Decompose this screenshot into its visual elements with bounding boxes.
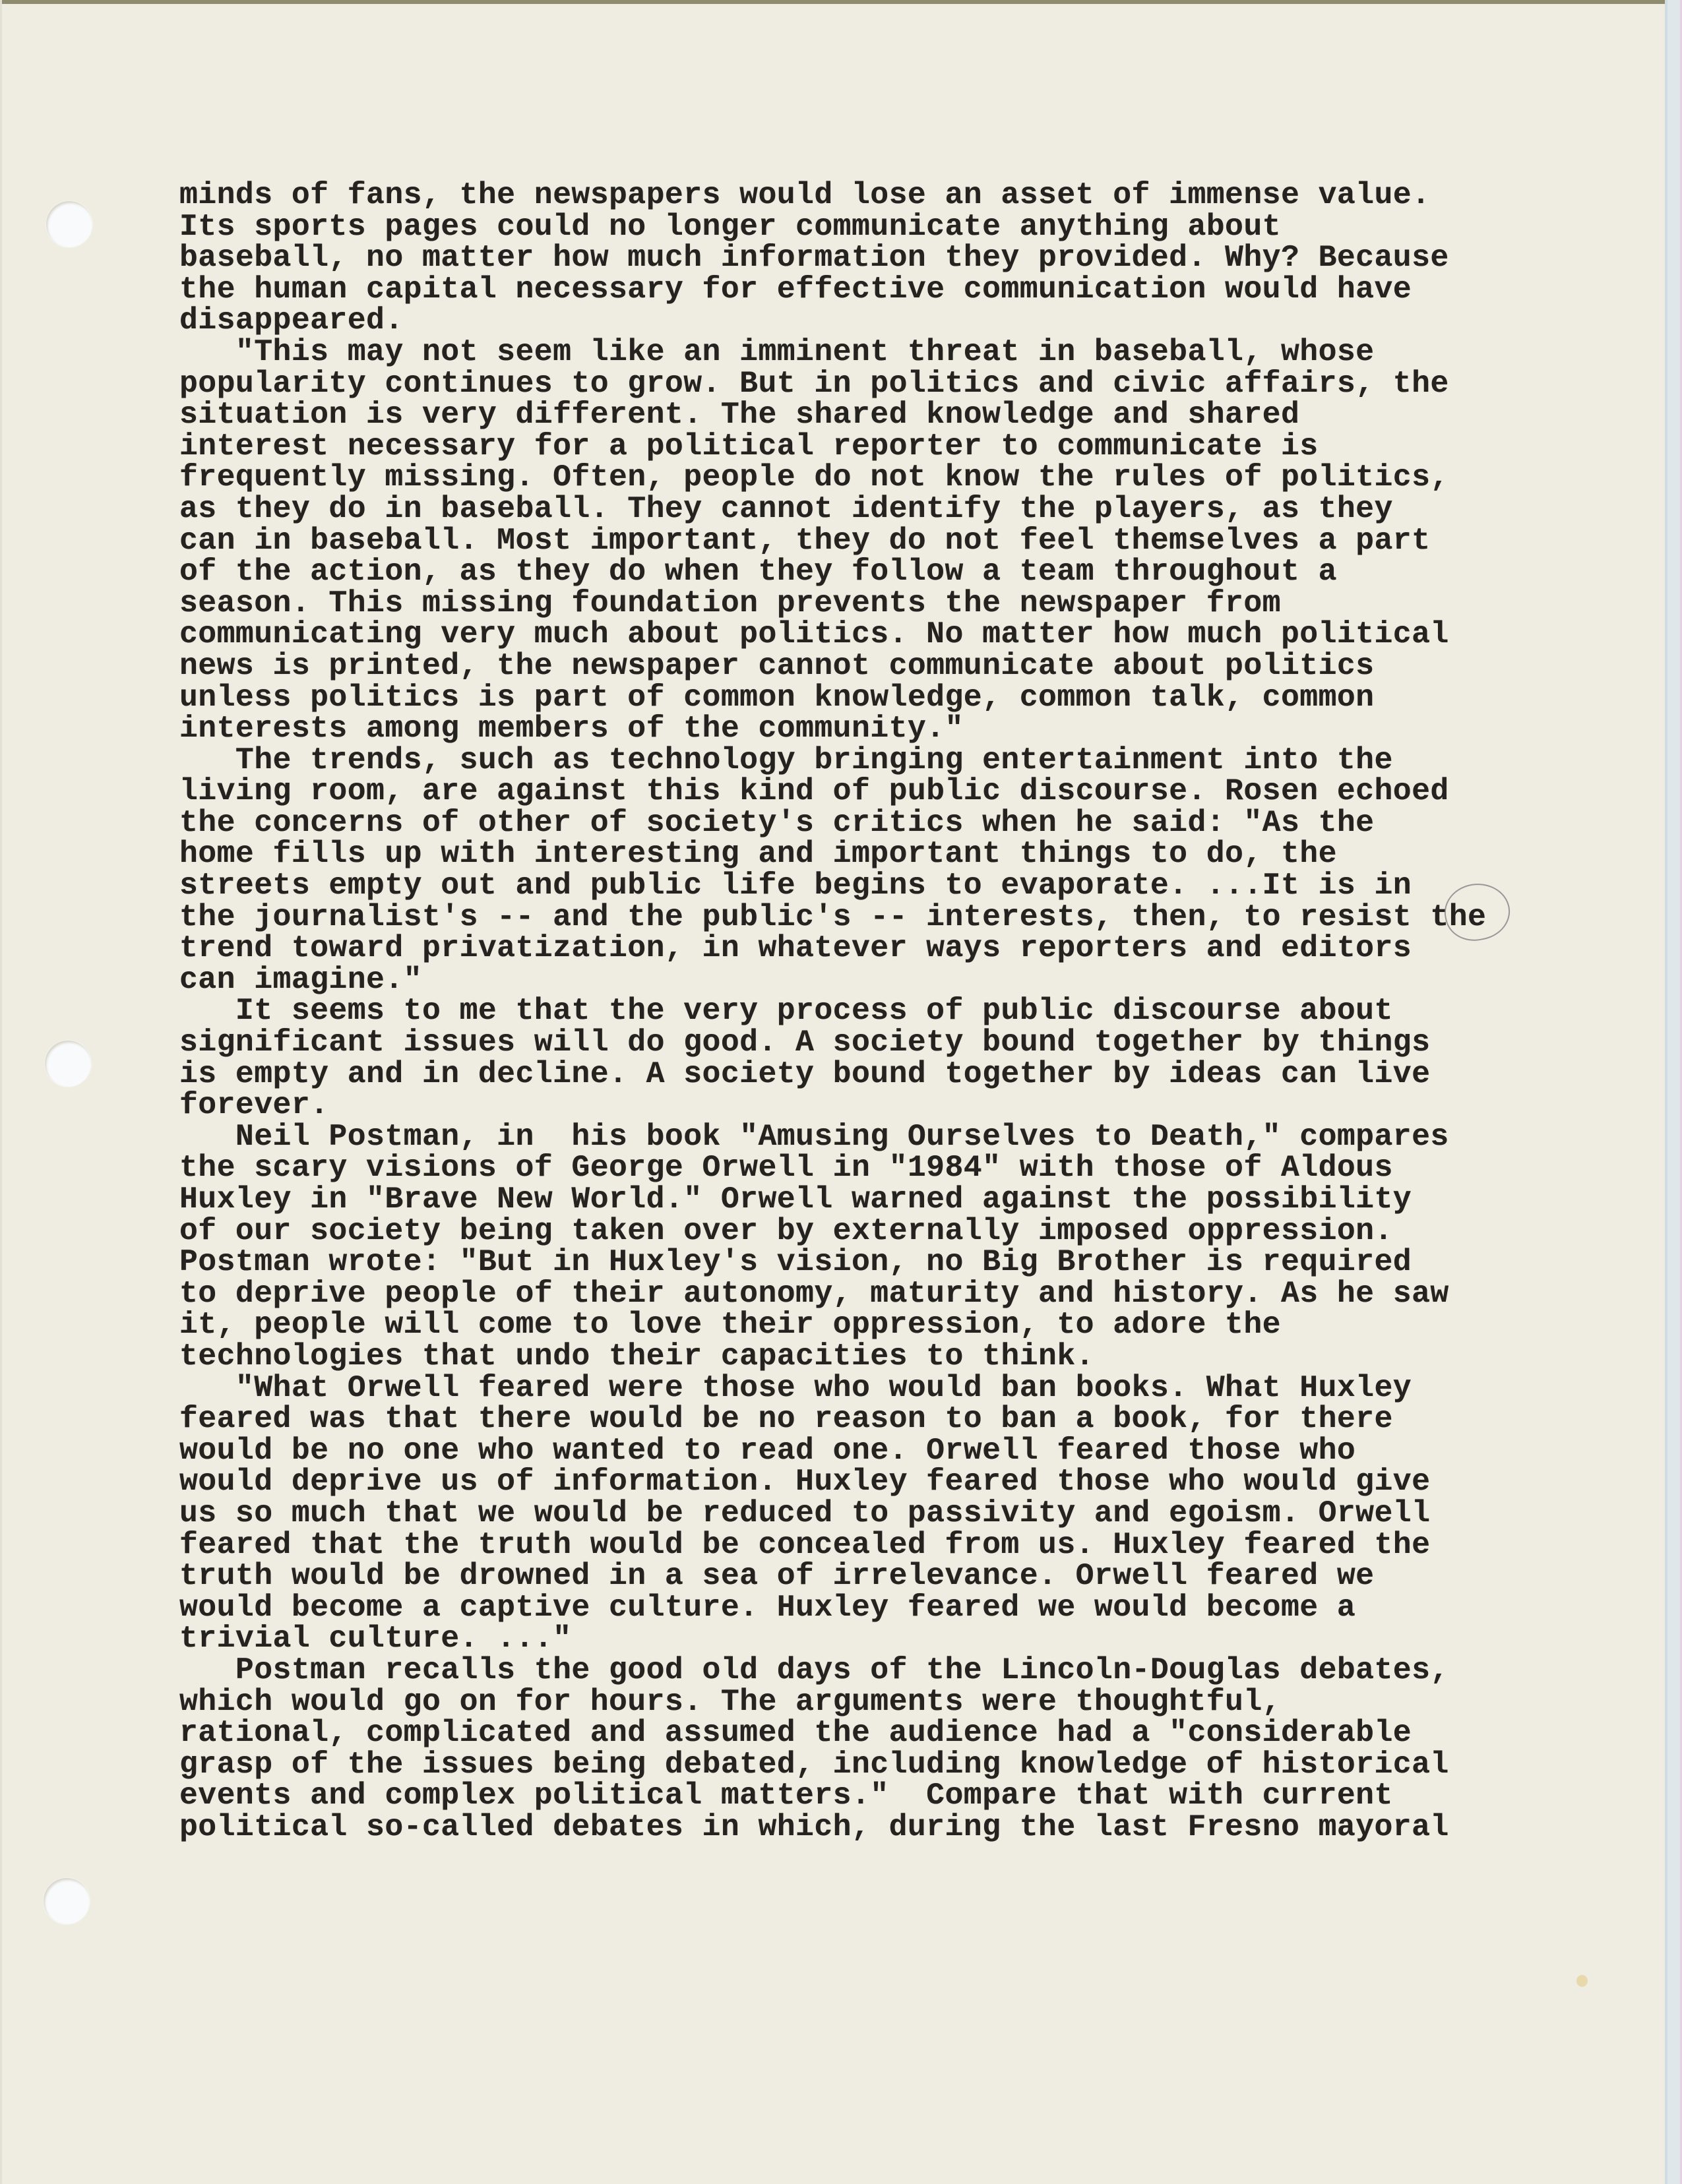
text-line: It seems to me that the very process of public discourse about [179,993,1393,1029]
text-line: "What Orwell feared were those who would ban books. What Huxley [179,1370,1412,1405]
text-line: unless politics is part of common knowledge, common talk, common [179,679,1375,715]
text-line: technologies that undo their capacities to think. [179,1338,1094,1374]
text-line: Its sports pages could no longer communicate anything about [179,208,1281,244]
text-line: would become a captive culture. Huxley feared we would become a [179,1589,1356,1625]
hole-punch-middle [45,1041,91,1087]
text-line: us so much that we would be reduced to passivity and egoism. Orwell [179,1495,1431,1531]
paper-stain-spot [1576,1975,1588,1987]
text-line: events and complex political matters." Compare that with current [179,1778,1393,1813]
hole-punch-top [46,201,92,247]
text-line: interest necessary for a political reporter to communicate is [179,428,1319,464]
text-line: to deprive people of their autonomy, maturity and history. As he saw [179,1275,1449,1311]
text-line: trivial culture. ..." [179,1621,572,1656]
text-line: truth would be drowned in a sea of irrelevance. Orwell feared we [179,1558,1375,1594]
text-line: the scary visions of George Orwell in "1984" with those of Aldous [179,1150,1393,1186]
text-line: baseball, no matter how much information they provided. Why? Because [179,240,1449,276]
text-line: streets empty out and public life begins to evaporate. ...It is in [179,868,1412,903]
text-line: home fills up with interesting and important things to do, the [179,836,1337,872]
text-line: would be no one who wanted to read one. Orwell feared those who [179,1432,1356,1468]
text-line: rational, complicated and assumed the audience had a "considerable [179,1715,1412,1751]
body-text [179,179,1486,1842]
text-line: Huxley in "Brave New World." Orwell warned against the possibility [179,1182,1412,1217]
hole-punch-bottom [44,1878,90,1924]
text-line: living room, are against this kind of public discourse. Rosen echoed [179,774,1449,809]
text-line: minds of fans, the newspapers would lose an asset of immense value. [179,177,1431,212]
text-line: is empty and in decline. A society bound together by ideas can live [179,1056,1431,1091]
text-line: trend toward privatization, in whatever ways reporters and editors [179,930,1412,966]
text-line: the journalist's -- and the public's -- interests, then, to resist the [179,899,1487,934]
text-line: would deprive us of information. Huxley feared those who would give [179,1464,1431,1500]
text-line: can imagine." [179,961,422,997]
text-line: it, people will come to love their oppression, to adore the [179,1307,1281,1343]
text-line: significant issues will do good. A society bound together by things [179,1025,1431,1060]
text-line: can in baseball. Most important, they do not feel themselves a part [179,522,1431,558]
text-line: frequently missing. Often, people do not know the rules of politics, [179,460,1449,495]
text-line: which would go on for hours. The arguments were thoughtful, [179,1684,1281,1719]
text-line: feared that the truth would be concealed from us. Huxley feared the [179,1527,1431,1562]
text-line: "This may not seem like an imminent threat in baseball, whose [179,334,1375,369]
text-line: the human capital necessary for effective communication would have [179,271,1412,307]
text-line: Neil Postman, in his book "Amusing Ourselves to Death," compares [179,1118,1449,1154]
text-line: political so-called debates in which, during the last Fresno mayoral [179,1809,1449,1844]
text-line: feared was that there would be no reason to ban a book, for there [179,1401,1393,1437]
text-line: The trends, such as technology bringing entertainment into the [179,742,1393,777]
text-line: of our society being taken over by externally imposed oppression. [179,1213,1393,1248]
text-line: communicating very much about politics. No matter how much political [179,617,1449,652]
page-left-edge [0,0,2,2184]
text-line: the concerns of other of society's critics when he said: "As the [179,804,1375,840]
text-line: popularity continues to grow. But in politics and civic affairs, the [179,365,1449,401]
text-line: as they do in baseball. They cannot identify the players, as they [179,491,1393,526]
text-line: grasp of the issues being debated, including knowledge of historical [179,1746,1449,1782]
text-line: news is printed, the newspaper cannot communicate about politics [179,648,1375,683]
text-line: disappeared. [179,303,404,338]
text-line: interests among members of the community." [179,711,964,746]
text-line: forever. [179,1087,329,1123]
text-line: season. This missing foundation prevents the newspaper from [179,585,1281,621]
text-line: Postman wrote: "But in Huxley's vision, no Big Brother is required [179,1244,1412,1280]
text-line: situation is very different. The shared knowledge and shared [179,397,1300,433]
page-top-edge [0,0,1667,4]
text-line: Postman recalls the good old days of the Lincoln-Douglas debates, [179,1652,1449,1687]
text-line: of the action, as they do when they follow a team throughout a [179,554,1337,590]
